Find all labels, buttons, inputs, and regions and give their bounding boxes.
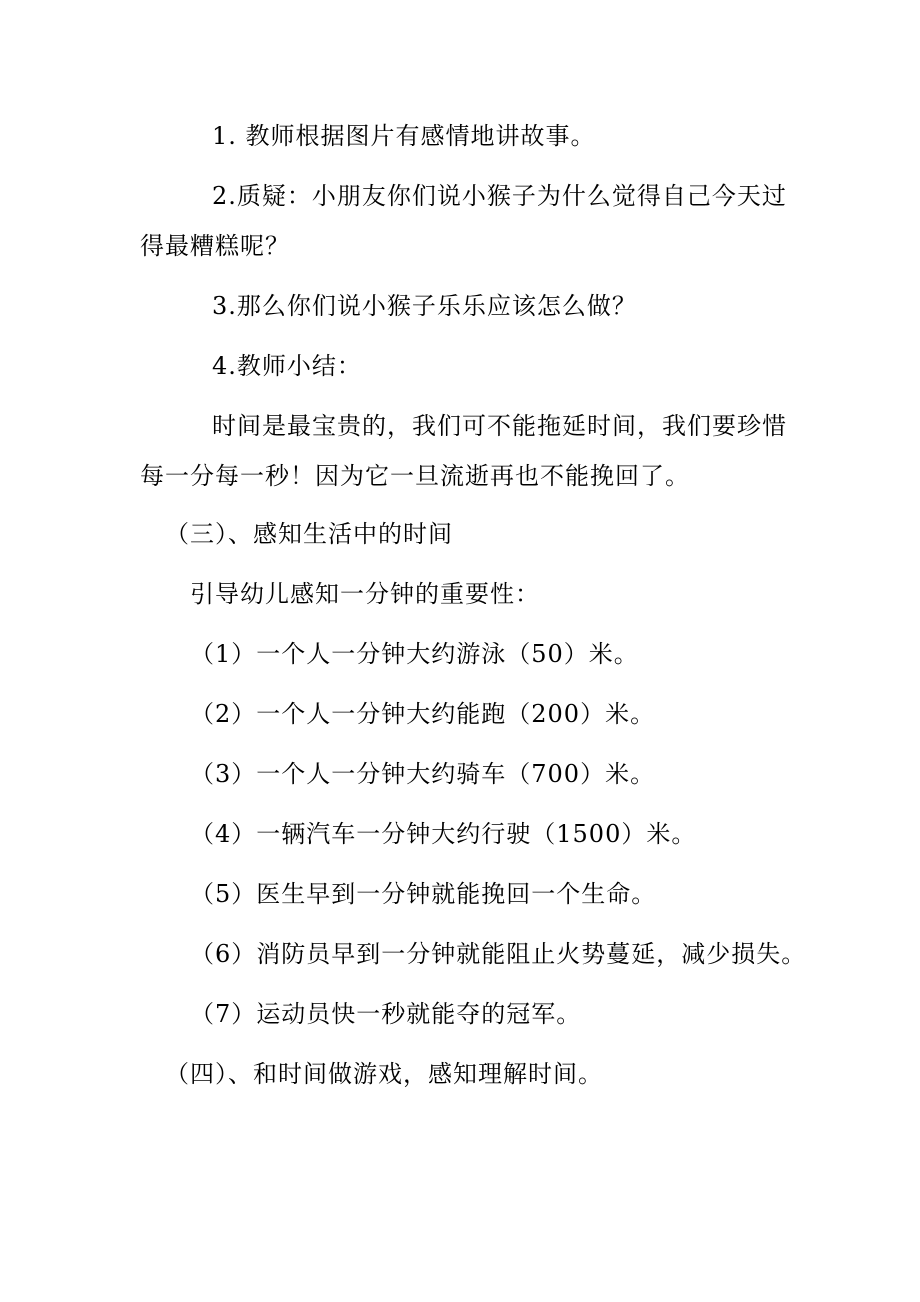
list-item-2: （2）一个人一分钟大约能跑（200）米。 [190,700,656,728]
list-item-6: （6）消防员早到一分钟就能阻止火势蔓延，减少损失。 [190,940,807,968]
list-item-1: （1）一个人一分钟大约游泳（50）米。 [190,640,639,668]
list-item-5: （5）医生早到一分钟就能挽回一个生命。 [190,880,657,908]
section-4-heading: （四）、和时间做游戏，感知理解时间。 [165,1060,603,1088]
summary-line-2: 每一分每一秒！因为它一旦流逝再也不能挽回了。 [140,462,690,490]
list-item-4: （4）一辆汽车一分钟大约行驶（1500）米。 [190,820,697,848]
item-1-teacher-story: 1. 教师根据图片有感情地讲故事。 [212,122,596,150]
list-item-7: （7）运动员快一秒就能夺的冠军。 [190,1000,582,1028]
list-item-3: （3）一个人一分钟大约骑车（700）米。 [190,760,656,788]
item-2-question-line-2: 得最糟糕呢？ [140,232,290,260]
summary-line-1: 时间是最宝贵的，我们可不能拖延时间，我们要珍惜 [212,412,787,440]
item-4-teacher-summary: 4.教师小结： [212,352,362,380]
item-3-what-to-do: 3.那么你们说小猴子乐乐应该怎么做？ [212,292,637,320]
section-3-heading: （三）、感知生活中的时间 [165,520,453,548]
section-3-intro: 引导幼儿感知一分钟的重要性： [190,580,540,608]
item-2-question-line-1: 2.质疑：小朋友你们说小猴子为什么觉得自己今天过 [212,182,787,210]
